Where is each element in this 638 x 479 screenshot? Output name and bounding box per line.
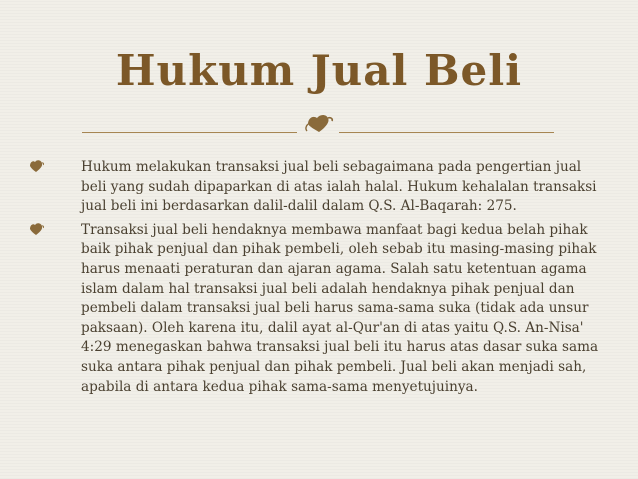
title-divider — [82, 110, 554, 132]
bullet-item — [28, 221, 608, 397]
floral-heart-icon — [28, 222, 44, 236]
floral-heart-icon — [304, 112, 334, 136]
bullet-list — [28, 158, 608, 401]
slide-title: Hukum Jual Beli — [115, 46, 523, 95]
divider-line-right — [339, 132, 554, 133]
bullet-text: Hukum melakukan transaksi jual beli sebagaimana pada pengertian jual beli yang sudah dipaparkan di atas ialah halal. Hukum kehalalan transaksi jual beli ini berdasarkan dalil-dalil dalam Q.S. Al-Baqarah: 275. — [81, 159, 597, 215]
floral-heart-icon — [28, 159, 44, 173]
divider-line-left — [82, 132, 297, 133]
bullet-item — [28, 158, 608, 217]
bullet-text: Transaksi jual beli hendaknya membawa manfaat bagi kedua belah pihak baik pihak penjual dan pihak pembeli, oleh sebab itu masing-masing pihak harus menaati peraturan dan ajaran agama. Salah satu ketentuan agama islam dalam hal transaksi jual beli adalah hendaknya pihak penjual dan pembeli dalam transaksi jual beli harus sama-sama suka (tidak ada unsur paksaan). Oleh karena itu, dalil ayat al-Qur'an di atas yaitu Q.S. An-Nisa' 4:29 menegaskan bahwa transaksi jual beli itu harus atas dasar suka sama suka antara pihak penjual dan pihak pembeli. Jual beli akan menjadi sah, apabila di antara kedua pihak sama-sama menyetujuinya. — [81, 221, 599, 395]
